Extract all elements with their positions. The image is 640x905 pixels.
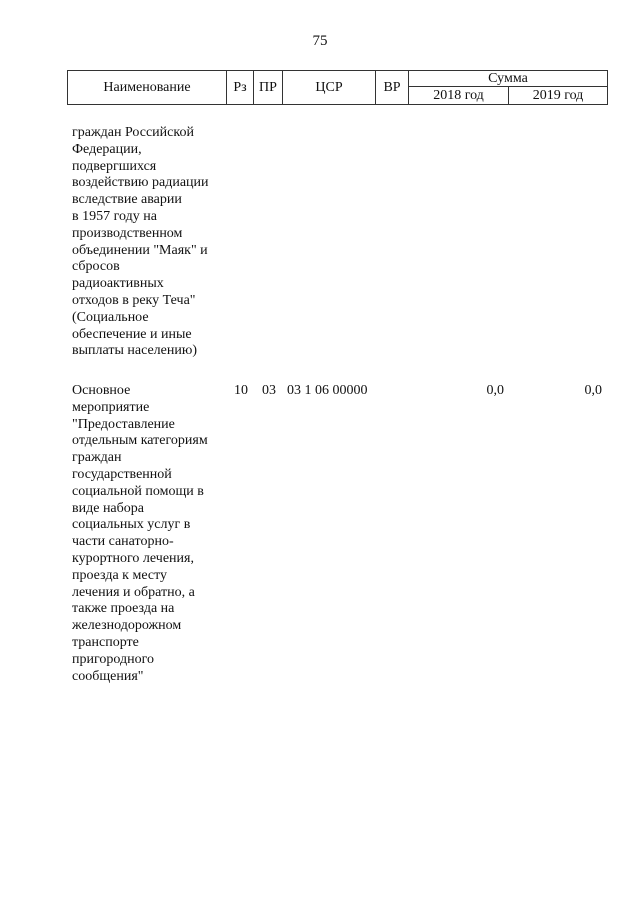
row-2-name-line: курортного лечения,	[72, 550, 194, 566]
row-2-name	[72, 383, 227, 685]
row-1-name-line: радиоактивных	[72, 276, 164, 292]
row-1-name-line: подвергшихся	[72, 158, 157, 174]
page-number: 75	[312, 33, 328, 49]
row-2-sum-2018: 0,0	[486, 383, 504, 398]
row-2-name-line: проезда к месту	[72, 567, 168, 583]
row-2-name-line: "Предоставление	[72, 416, 175, 432]
row-1-name-line: сбросов	[72, 259, 120, 275]
row-1-name	[72, 125, 227, 360]
row-2-sum-2019: 0,0	[584, 383, 602, 398]
row-1-name-line: производственном	[72, 225, 183, 241]
table-header	[67, 70, 608, 105]
row-1-name-line: в 1957 году на	[72, 208, 157, 224]
header-sum: Сумма	[409, 71, 608, 87]
row-2-csr: 03 1 06 00000	[287, 383, 368, 398]
row-2-name-line: социальных услуг в	[72, 517, 191, 533]
row-1-name-line: вследствие аварии	[72, 192, 182, 208]
row-1-name-line: выплаты населению)	[72, 343, 197, 359]
row-2-rz: 10	[234, 383, 248, 398]
header-csr: ЦСР	[283, 71, 376, 105]
row-2-name-line: Основное	[72, 383, 131, 398]
header-year-2018: 2018 год	[409, 87, 509, 105]
row-2-name-line: железнодорожном	[72, 618, 182, 634]
row-2-name-line: пригородного	[72, 651, 154, 667]
row-2-pr: 03	[262, 383, 276, 398]
row-1-name-line: обеспечение и иные	[72, 326, 192, 342]
row-2-name-line: социальной помощи в	[72, 483, 204, 499]
row-1-name-line: граждан Российской	[72, 125, 194, 140]
row-1-name-line: отходов в реку Теча"	[72, 292, 196, 308]
row-2-name-line: также проезда на	[72, 601, 175, 617]
header-pr: ПР	[254, 71, 283, 105]
row-2-name-line: граждан	[72, 450, 122, 466]
row-2-name-line: части санаторно-	[72, 534, 174, 550]
row-1-name-line: (Социальное	[72, 309, 149, 325]
row-2-name-line: транспорте	[72, 634, 139, 650]
row-2-name-line: лечения и обратно, а	[72, 584, 195, 600]
header-vr: ВР	[376, 71, 409, 105]
row-2-name-line: мероприятие	[72, 399, 150, 415]
header-name: Наименование	[68, 71, 227, 105]
row-1-name-line: объединении "Маяк" и	[72, 242, 208, 258]
row-1-name-line: воздействию радиации	[72, 175, 209, 191]
row-2-name-line: виде набора	[72, 500, 144, 516]
row-2-name-line: сообщения"	[72, 668, 144, 684]
header-rz: Рз	[227, 71, 254, 105]
row-2-name-line: государственной	[72, 466, 172, 482]
row-2-name-line: отдельным категориям	[72, 433, 208, 449]
header-year-2019: 2019 год	[509, 87, 608, 105]
row-1-name-line: Федерации,	[72, 141, 142, 157]
